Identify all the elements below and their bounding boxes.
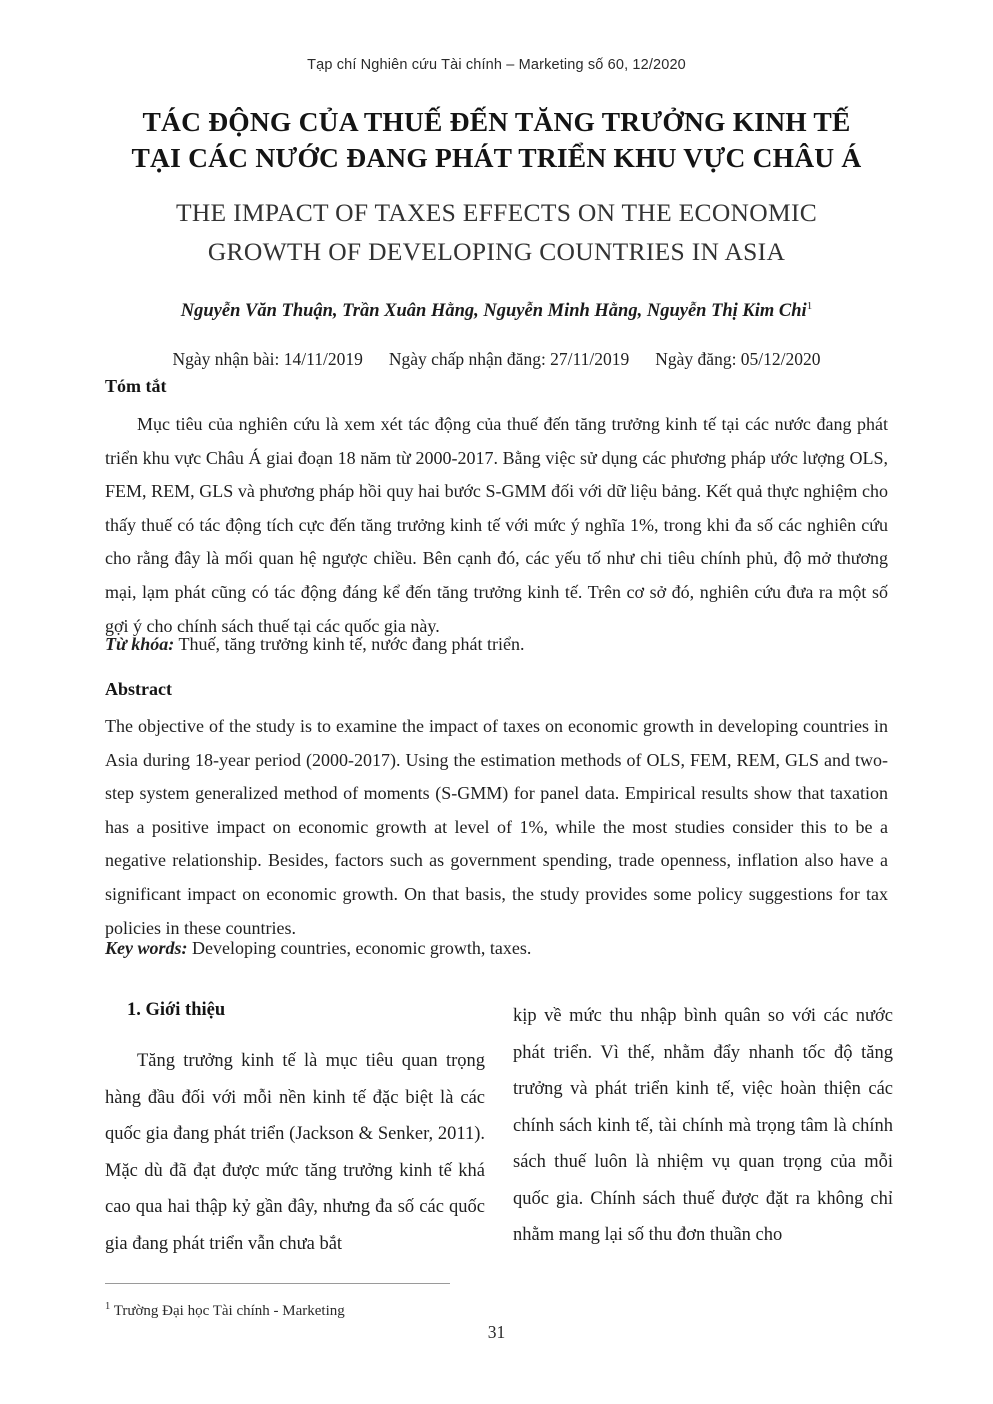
date-accepted: Ngày chấp nhận đăng: 27/11/2019 [388, 349, 630, 370]
date-received: Ngày nhận bài: 14/11/2019 [172, 349, 363, 370]
article-title-english-line2: GROWTH OF DEVELOPING COUNTRIES IN ASIA [207, 237, 786, 266]
keywords-english-label: Key words: [105, 938, 188, 958]
abstract-vietnamese-body: Mục tiêu của nghiên cứu là xem xét tác động của thuế đến tăng trưởng kinh tế tại các nước đang phát triển khu vực Châu Á giai đoạn 18 năm từ 2000-2017. Bằng việc sử dụng các phương pháp ước lượng OLS, FEM, REM, GLS và phương pháp hồi quy hai bước S-GMM đối với dữ liệu bảng. Kết quả thực nghiệm cho thấy thuế có tác động tích cực đến tăng trưởng kinh tế với mức ý nghĩa 1%, trong khi đa số các nghiên cứu cho rằng đây là mối quan hệ ngược chiều. Bên cạnh đó, các yếu tố như chi tiêu chính phủ, độ mở thương mại, lạm phát cũng có tác động đáng kể đến tăng trưởng kinh tế. Trên cơ sở đó, nghiên cứu đưa ra một số gợi ý cho chính sách thuế tại các quốc gia này. [105, 414, 888, 636]
author-names: Nguyễn Văn Thuận, Trần Xuân Hằng, Nguyễn Minh Hằng, Nguyễn Thị Kim Chi [180, 301, 807, 322]
abstract-english-heading: Abstract [105, 679, 172, 699]
keywords-vietnamese [105, 628, 888, 662]
footnote [105, 1297, 605, 1321]
footnote-separator-rule [105, 1283, 450, 1284]
article-title-vietnamese-line1: TÁC ĐỘNG CỦA THUẾ ĐẾN TĂNG TRƯỞNG KINH TẾ [142, 106, 851, 137]
title-block [105, 104, 888, 371]
body-paragraph-right: kịp về mức thu nhập bình quân so với các nước phát triển. Vì thế, nhằm đẩy nhanh tốc độ tăng trưởng và phát triển kinh tế, việc hoàn thiện các chính sách kinh tế, tài chính mà trọng tâm là chính sách thuế luôn là nhiệm vụ quan trọng của mỗi quốc gia. Chính sách thuế được đặt ra không chỉ nhằm mang lại số thu đơn thuần cho [513, 1006, 893, 1245]
keywords-vietnamese-label: Từ khóa: [105, 634, 175, 654]
page-number: 31 [487, 1322, 506, 1342]
section-heading-introduction: 1. Giới thiệu [127, 1000, 226, 1020]
body-column-right [513, 998, 893, 1254]
body-column-left [105, 998, 485, 1262]
article-title-english [105, 193, 888, 271]
body-paragraph-left: Tăng trưởng kinh tế là mục tiêu quan trọng hàng đầu đối với mỗi nền kinh tế đặc biệt là các quốc gia đang phát triển (Jackson & Senker, 2011). Mặc dù đã đạt được mức tăng trưởng kinh tế khá cao qua hai thập kỷ gần đây, nhưng đa số các quốc gia đang phát triển vẫn chưa bắt [105, 1051, 485, 1254]
running-header: Tạp chí Nghiên cứu Tài chính – Marketing số 60, 12/2020 [307, 57, 686, 73]
footnote-text: Trường Đại học Tài chính - Marketing [110, 1303, 345, 1319]
keywords-english [105, 932, 888, 966]
author-list [105, 294, 888, 323]
keywords-english-value: Developing countries, economic growth, taxes. [192, 938, 532, 958]
abstract-english-body: The objective of the study is to examine the impact of taxes on economic growth in developing countries in Asia during 18-year period (2000-2017). Using the estimation methods of OLS, FEM, REM, GLS and two-step system generalized method of moments (S-GMM) for panel data. Empirical results show that taxation has a positive impact on economic growth at level of 1%, while the most studies consider this to be a negative relationship. Besides, factors such as government spending, trade openness, inflation also have a significant impact on economic growth. On that basis, the study provides some policy suggestions for tax policies in these countries. [105, 716, 888, 938]
date-published: Ngày đăng: 05/12/2020 [655, 349, 821, 370]
article-title-vietnamese-line2: TẠI CÁC NƯỚC ĐANG PHÁT TRIỂN KHU VỰC CHÂU Á [131, 142, 862, 173]
publication-dates [105, 347, 888, 371]
author-affiliation-marker: 1 [806, 300, 813, 312]
article-title-english-line1: THE IMPACT OF TAXES EFFECTS ON THE ECONOMIC [175, 198, 818, 227]
abstract-vietnamese-heading: Tóm tắt [105, 376, 167, 396]
keywords-vietnamese-value: Thuế, tăng trưởng kinh tế, nước đang phát triển. [178, 634, 525, 654]
article-title-vietnamese [105, 104, 888, 176]
footnote-marker: 1 [105, 1301, 111, 1312]
